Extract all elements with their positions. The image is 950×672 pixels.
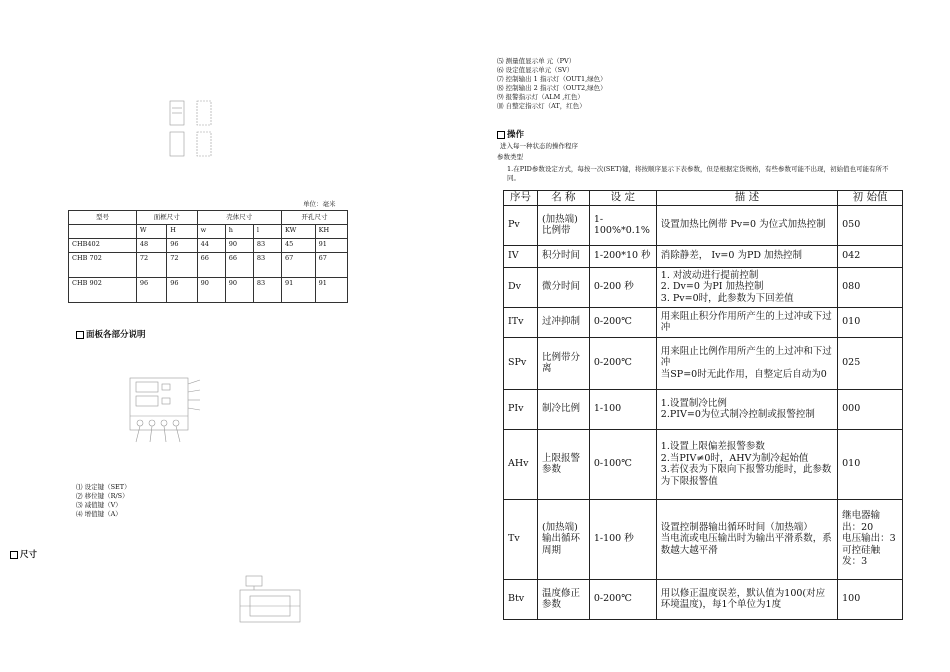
param-description: 1.设置上限偏差报警参数 2.当PIV≠0时，AHV为制冷起始值 3.若仪表为下限向下报警功能时，此参数为下限报警值 (656, 429, 837, 499)
parameter-rows (504, 205, 903, 619)
table-row (504, 337, 903, 389)
param-name: 上限报警 参数 (537, 429, 589, 499)
table-row (69, 278, 348, 303)
param-code: ITv (504, 307, 538, 337)
table-row (504, 205, 903, 245)
dims-subheader: H (167, 225, 197, 239)
dims-cell: 96 (136, 278, 166, 303)
dims-cell: 96 (167, 239, 197, 253)
dims-subheader: w (197, 225, 225, 239)
param-setting: 1-100 秒 (589, 499, 656, 579)
dims-cell: CHB 702 (69, 253, 137, 278)
param-code: Btv (504, 579, 538, 619)
param-code: IV (504, 245, 538, 267)
param-initial: 100 (838, 579, 903, 619)
param-name: 过冲抑制 (537, 307, 589, 337)
key-list (76, 483, 131, 519)
list-item: ⑵ 移位键（R/S） (76, 492, 129, 500)
operation-title-text: 操作 (507, 130, 525, 140)
square-bullet-icon (76, 331, 84, 339)
table-row (504, 245, 903, 267)
dimensions-table (68, 210, 348, 303)
dims-cell: 66 (197, 253, 225, 278)
dims-cell: CHB 902 (69, 278, 137, 303)
operation-line-2: 参数类型 (497, 153, 523, 161)
param-name: 温度修正参数 (537, 579, 589, 619)
table-row (504, 579, 903, 619)
dims-subheader: l (253, 225, 281, 239)
dims-cell: 48 (136, 239, 166, 253)
panel-section-title (76, 328, 146, 340)
param-setting: 1-200*10 秒 (589, 245, 656, 267)
param-description: 设置加热比例带 Pv=0 为位式加热控制 (656, 205, 837, 245)
table-row (504, 389, 903, 429)
param-description: 用来阻止积分作用所产生的上过冲或下过冲 (656, 307, 837, 337)
table-row (504, 499, 903, 579)
dims-cell: 91 (281, 278, 315, 303)
param-setting: 0-200 秒 (589, 267, 656, 307)
unit-label: 单位：毫米 (303, 200, 336, 208)
param-code: Pv (504, 205, 538, 245)
list-item: ⑶ 减值键（V） (76, 501, 122, 509)
param-setting: 1-100%*0.1% (589, 205, 656, 245)
dims-cell: 90 (197, 278, 225, 303)
param-description: 1. 对波动进行提前控制 2. Dv=0 为PI 加热控制 3. Pv=0时，此参数为下回差值 (656, 267, 837, 307)
dims-header-model: 型号 (69, 211, 137, 225)
indicator-list (497, 57, 607, 111)
param-code: PIv (504, 389, 538, 429)
param-setting: 0-100℃ (589, 429, 656, 499)
param-setting: 0-200℃ (589, 307, 656, 337)
dims-header-bezel: 面框尺寸 (136, 211, 197, 225)
square-bullet-icon (10, 551, 18, 559)
header-setting: 设 定 (589, 191, 656, 206)
param-name: 微分时间 (537, 267, 589, 307)
dims-subheader: h (225, 225, 253, 239)
dims-cell: 67 (281, 253, 315, 278)
dims-header-blank (69, 225, 137, 239)
param-name: 积分时间 (537, 245, 589, 267)
dims-cell: 72 (136, 253, 166, 278)
operation-line-1: 进入每一种状态的操作程序 (500, 142, 578, 150)
dims-cell: 44 (197, 239, 225, 253)
table-row (69, 239, 348, 253)
param-description: 用以修正温度误差，默认值为100(对应环境温度)，每1个单位为1度 (656, 579, 837, 619)
dims-header-case: 壳体尺寸 (197, 211, 281, 225)
param-initial: 010 (838, 307, 903, 337)
table-row (504, 429, 903, 499)
param-initial: 042 (838, 245, 903, 267)
dims-subheader: KW (281, 225, 315, 239)
param-setting: 1-100 (589, 389, 656, 429)
param-initial: 000 (838, 389, 903, 429)
list-item: ⑴ 设定键（SET） (76, 483, 131, 491)
param-initial: 010 (838, 429, 903, 499)
param-description: 消除静差， Iv=0 为PD 加热控制 (656, 245, 837, 267)
param-code: AHv (504, 429, 538, 499)
dims-cell: 90 (225, 239, 253, 253)
param-description: 1.设置制冷比例 2.PIV=0为位式制冷控制或报警控制 (656, 389, 837, 429)
param-description: 设置控制器输出循环时间（加热端） 当电流或电压输出时为输出平滑系数，系数越大越平滑 (656, 499, 837, 579)
dims-cell: 66 (225, 253, 253, 278)
param-name: 制冷比例 (537, 389, 589, 429)
header-name: 名 称 (537, 191, 589, 206)
dims-cell: 91 (315, 278, 347, 303)
dims-cell: 83 (253, 278, 281, 303)
dims-cell: 67 (315, 253, 347, 278)
dims-cell: 45 (281, 239, 315, 253)
param-name: (加热端)输出循环周期 (537, 499, 589, 579)
param-initial: 继电器输出：20 电压输出：3 可控硅触发：3 (838, 499, 903, 579)
square-bullet-icon (497, 131, 505, 139)
dims-cell: 91 (315, 239, 347, 253)
param-initial: 025 (838, 337, 903, 389)
table-row (69, 253, 348, 278)
size-title-text: 尺寸 (20, 550, 38, 560)
dims-subheader: KH (315, 225, 347, 239)
table-row (504, 307, 903, 337)
dims-header-cutout: 开孔尺寸 (281, 211, 347, 225)
param-code: Tv (504, 499, 538, 579)
param-setting: 0-200℃ (589, 337, 656, 389)
operation-section-title (497, 128, 524, 140)
front-panel-diagram (118, 372, 208, 454)
list-item: ⑽ 自整定指示灯（AT，红色） (497, 102, 586, 110)
size-diagram (236, 572, 306, 628)
header-initial: 初 始值 (838, 191, 903, 206)
dims-subheader: W (136, 225, 166, 239)
dims-cell: 90 (225, 278, 253, 303)
panel-title-text: 面板各部分说明 (86, 330, 146, 340)
param-name: (加热端)比例带 (537, 205, 589, 245)
param-description: 用来阻止比例作用所产生的上过冲和下过冲 当SP=0时无此作用，自整定后自动为0 (656, 337, 837, 389)
list-item: ⑹ 设定值显示单元（SV） (497, 66, 574, 74)
dims-cell: CHB402 (69, 239, 137, 253)
list-item: ⑺ 控制输出 1 指示灯（OUT1,绿色） (497, 75, 607, 83)
list-item: ⑼ 报警指示灯（ALM ,红色） (497, 93, 584, 101)
outline-drawing (165, 96, 215, 162)
operation-note: 1.在PID参数设定方式，每按一次(SET)键，将按顺序显示下表参数，但是根据定货规格，有些参数可能不出现，初始值也可能有所不同。 (507, 165, 889, 182)
header-index: 序号 (504, 191, 538, 206)
list-item: ⑻ 控制输出 2 指示灯（OUT2,绿色） (497, 84, 607, 92)
header-description: 描 述 (656, 191, 837, 206)
dims-cell: 83 (253, 239, 281, 253)
param-code: SPv (504, 337, 538, 389)
dims-cell: 96 (167, 278, 197, 303)
dims-cell: 72 (167, 253, 197, 278)
size-section-title (10, 548, 37, 560)
table-row (504, 267, 903, 307)
param-initial: 080 (838, 267, 903, 307)
param-code: Dv (504, 267, 538, 307)
parameter-table (503, 190, 903, 620)
dims-cell: 83 (253, 253, 281, 278)
param-initial: 050 (838, 205, 903, 245)
list-item: ⑸ 测量值显示单 元（PV） (497, 57, 576, 65)
list-item: ⑷ 增值键（A） (76, 510, 122, 518)
param-setting: 0-200℃ (589, 579, 656, 619)
param-name: 比例带分离 (537, 337, 589, 389)
